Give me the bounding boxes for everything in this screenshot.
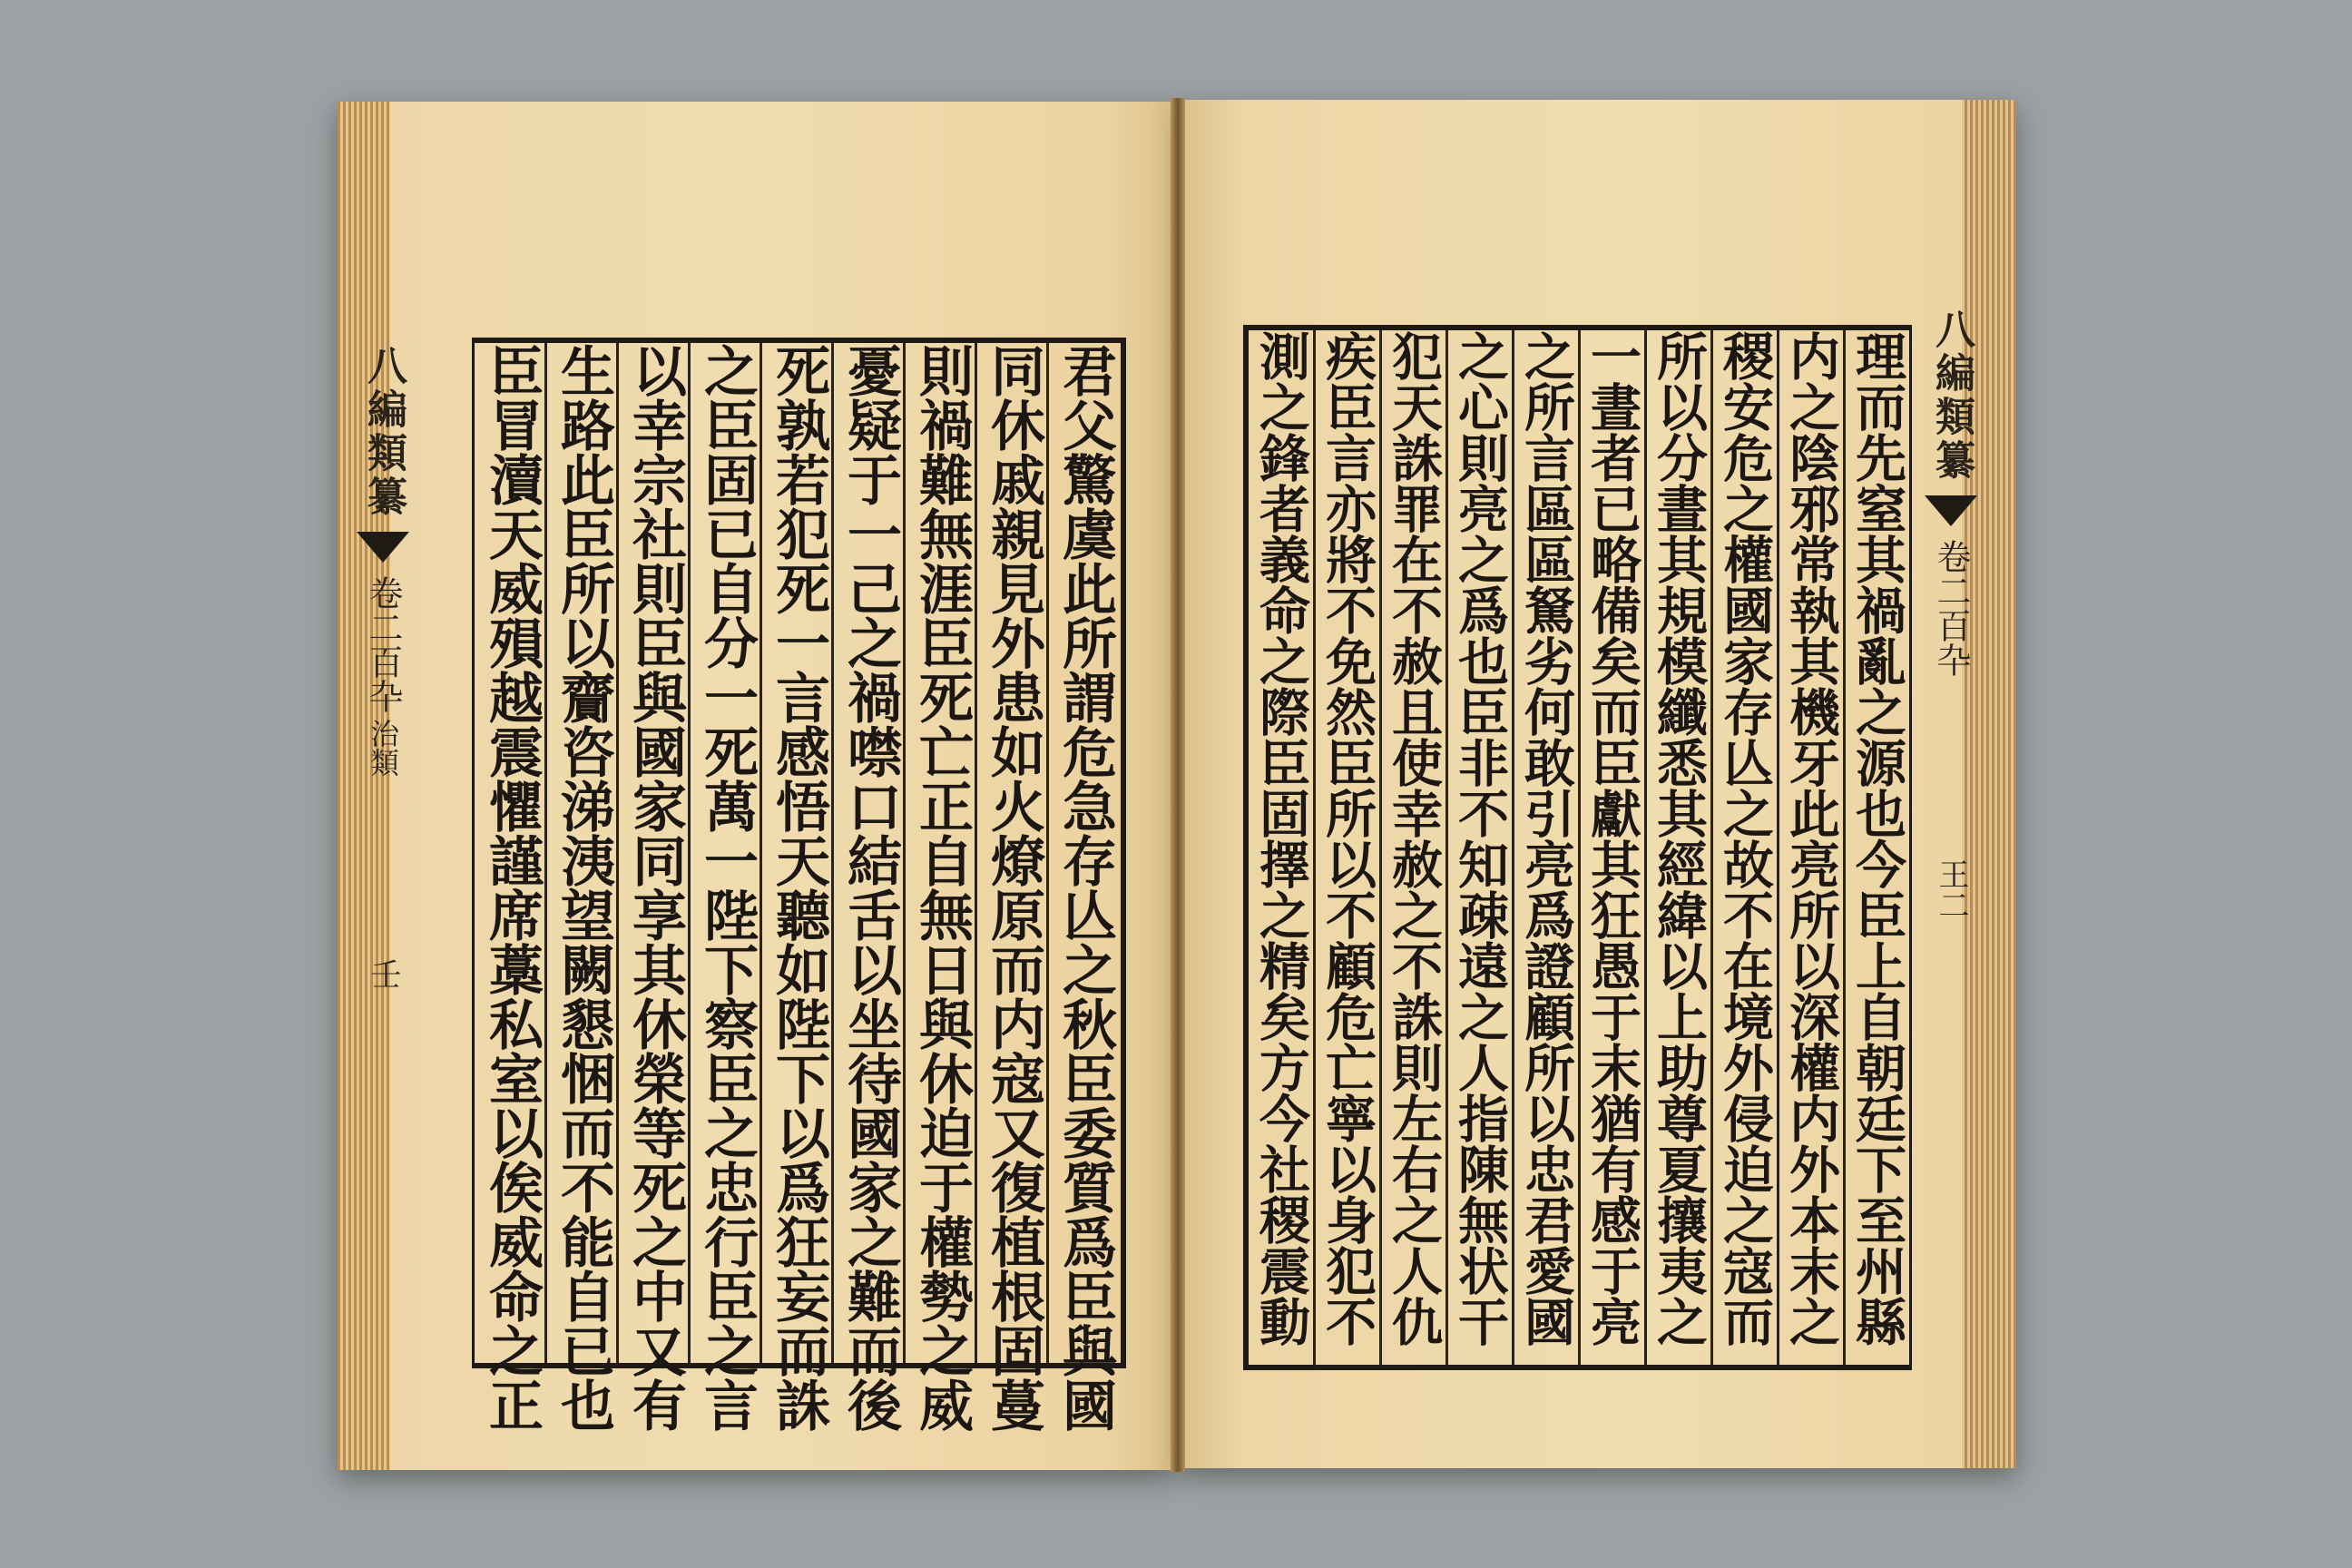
right-text-column-5: 一晝者已略備矣而臣獻其狂愚于末猶有感于亮 bbox=[1583, 330, 1642, 1347]
left-fold-volume: 卷二百卆 bbox=[363, 575, 403, 713]
right-text-column-2: 内之陰邪常執其機牙此亮所以深權内外本末之 bbox=[1781, 330, 1841, 1347]
left-text-column-7: 以幸宗社則臣與國家同享其休榮等死之中又有 bbox=[623, 343, 687, 1432]
right-text-column-7: 之心則亮之爲也臣非不知疎遠之人指陳無状干 bbox=[1450, 330, 1510, 1347]
right-text-column-4: 所以分晝其規模纖悉其經緯以上助尊夏攘夷之 bbox=[1649, 330, 1709, 1347]
right-fold-title: 八編類纂 bbox=[1928, 309, 1975, 483]
left-text-column-8: 生路此臣所以齎咨涕洟望闕懇悃而不能自已也 bbox=[552, 343, 615, 1432]
right-text-column-10: 測之鋒者義命之際臣固擇之精矣方今社稷震動 bbox=[1251, 330, 1311, 1347]
right-fold-volume: 卷二百卆 bbox=[1931, 539, 1971, 677]
book-gutter bbox=[1171, 98, 1185, 1472]
left-text-frame bbox=[472, 338, 1126, 1432]
right-text-column-8: 犯天誅罪在不赦且使幸赦之不誅則左右之人仇 bbox=[1384, 330, 1444, 1347]
left-fold-margin bbox=[347, 345, 419, 989]
right-text-frame bbox=[1243, 325, 1912, 1370]
left-fold-category: 治類 bbox=[366, 719, 400, 777]
right-text-column-1: 理而先窒其禍亂之源也今臣上自朝廷下至州縣 bbox=[1847, 330, 1907, 1347]
left-fold-title: 八編類纂 bbox=[360, 345, 407, 519]
left-fold-page-number: 壬 bbox=[365, 958, 401, 989]
right-fold-page-number: 王二 bbox=[1933, 858, 1969, 920]
right-text-column-3: 稷安危之權國家存亾之故不在境外侵迫之寇而 bbox=[1715, 330, 1775, 1347]
right-fold-fish-tail bbox=[1925, 495, 1977, 526]
right-text-column-9: 疾臣言亦將不免然臣所以不顧危亡寧以身犯不 bbox=[1318, 330, 1377, 1347]
left-text-column-5: 死孰若犯死一言感悟天聽如陛下以爲狂妄而誅 bbox=[767, 343, 830, 1432]
left-text-column-9: 臣冒瀆天威殞越震懼謹席藁私室以俟威命之正 bbox=[480, 343, 544, 1432]
right-text-column-6: 之所言區區駑劣何敢引亮爲證顧所以忠君愛國 bbox=[1516, 330, 1576, 1347]
left-text-column-6: 之臣固已自分一死萬一陛下察臣之忠行臣之言 bbox=[695, 343, 759, 1432]
right-fold-margin bbox=[1915, 309, 1987, 920]
left-text-column-1: 君父驚虞此所謂危急存亾之秋臣委質爲臣與國 bbox=[1054, 343, 1117, 1432]
left-fold-fish-tail bbox=[357, 532, 409, 563]
left-text-column-3: 則禍難無涯臣死亡正自無日與休迫于權勢之威 bbox=[910, 343, 974, 1432]
left-text-column-4: 憂疑于一己之禍噤口結舌以坐待國家之難而後 bbox=[838, 343, 902, 1432]
left-text-column-2: 同休戚親見外患如火燎原而内寇又復植根固蔓 bbox=[982, 343, 1045, 1432]
